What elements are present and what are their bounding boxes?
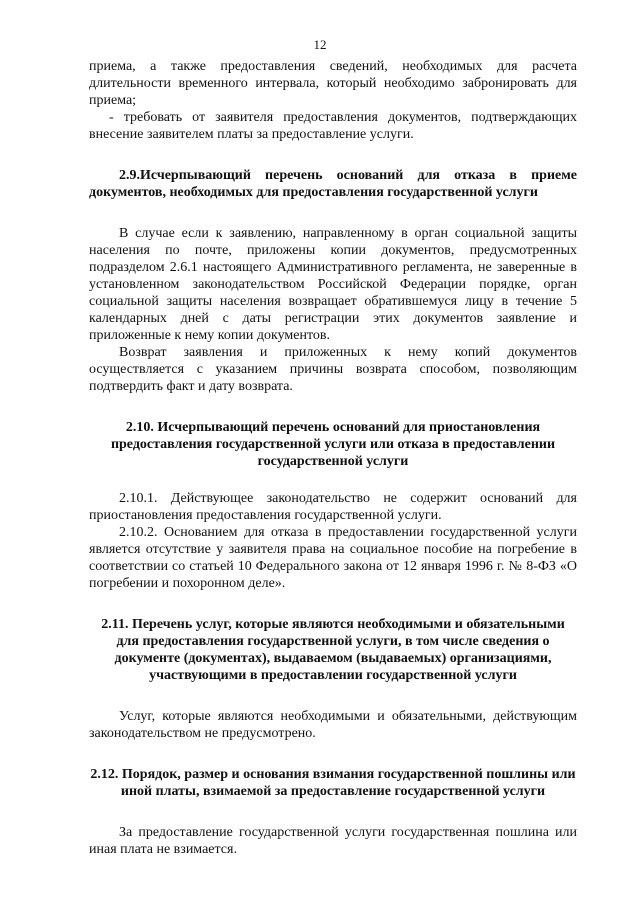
list-item-dash: - требовать от заявителя предоставления документов, подтверждающих внесение заявителем платы за предоставление услуги. <box>89 110 577 142</box>
section-heading-2-10: 2.10. Исчерпывающий перечень оснований для приостановления предоставления государственной услуги или отказа в предоставлении государственной услуги <box>110 420 556 469</box>
page-number: 12 <box>313 37 327 52</box>
paragraph-2-9-b: Возврат заявления и приложенных к нему копий документов осуществляется с указанием причины возврата способом, позволяющим подтвердить факт и дату возврата. <box>89 345 577 394</box>
section-heading-2-11: 2.11. Перечень услуг, которые являются необходимыми и обязательными для предоставления государственной услуги, в том числе сведения о документе (документах), выдаваемом (выдаваемых) организациями, участвующими в предоставлении государственной услуги <box>101 617 565 683</box>
paragraph-2-10-2: 2.10.2. Основанием для отказа в предоставлении государственной услуги является отсутствие у заявителя права на социальное пособие на погребение в соответствии со статьей 10 Федерального закона от 12 января 1996 г. № 8-ФЗ «О погребении и похоронном деле». <box>89 525 577 591</box>
paragraph-2-12: За предоставление государственной услуги государственная пошлина или иная плата не взимается. <box>89 825 577 857</box>
section-heading-2-12: 2.12. Порядок, размер и основания взимания государственной пошлины или иной платы, взимаемой за предоставление государственной услуги <box>90 767 576 799</box>
paragraph-2-9-a: В случае если к заявлению, направленному в орган социальной защиты населения по почте, приложены копии документов, предусмотренных подразделом 2.6.1 настоящего Административного регламента, не заверенные в установленном законодательством Российской Федерации порядке, орган социальной защиты населения возвращает обратившемуся лицу в течение 5 календарных дней с даты регистрации этих документов заявление и приложенные к нему копии документов. <box>89 226 577 343</box>
document-body <box>89 58 577 858</box>
paragraph-2-11: Услуг, которые являются необходимыми и обязательными, действующим законодательством не предусмотрено. <box>89 709 577 741</box>
section-heading-2-9: 2.9.Исчерпывающий перечень оснований для отказа в приеме документов, необходимых для предоставления государственной услуги <box>89 168 577 200</box>
paragraph-2-10-1: 2.10.1. Действующее законодательство не содержит оснований для приостановления предоставления государственной услуги. <box>89 491 577 523</box>
paragraph-continuation: приема, а также предоставления сведений, необходимых для расчета длительности временного интервала, который необходимо забронировать для приема; <box>89 59 577 108</box>
